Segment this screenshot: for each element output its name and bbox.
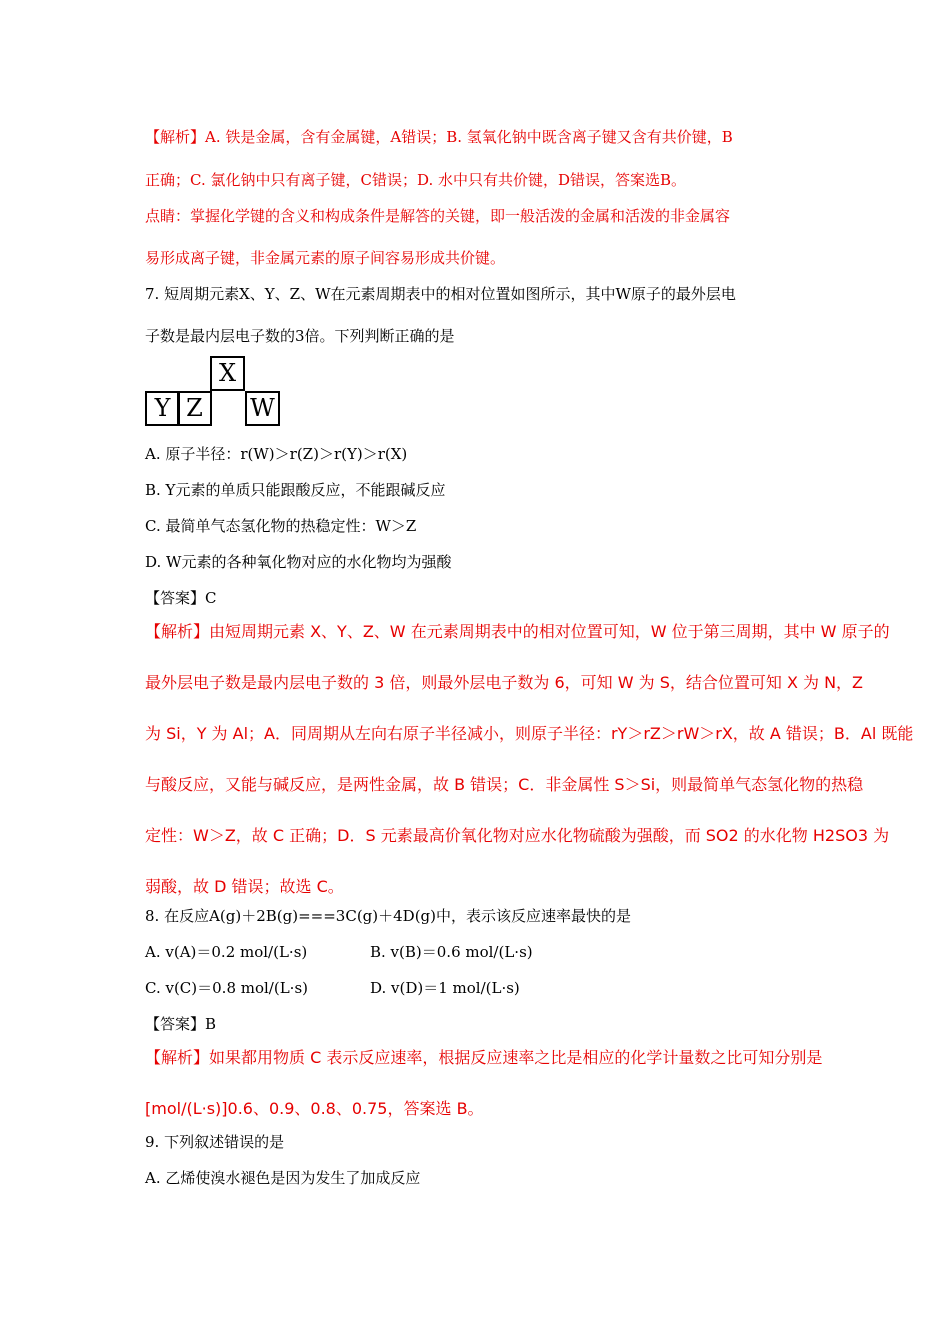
answer-8: 【答案】B xyxy=(145,1015,217,1033)
explanation-7-line-1: 【解析】由短周期元素 X、Y、Z、W 在元素周期表中的相对位置可知，W 位于第三周期，其中 W 原子的 xyxy=(145,622,890,641)
explanation-7-line-3: 为 Si，Y 为 Al；A．同周期从左向右原子半径减小，则原子半径：rY＞rZ＞rW＞rX，故 A 错误；B．Al 既能 xyxy=(145,724,914,743)
question-8-option-d: D. v(D)＝1 mol/(L·s) xyxy=(370,979,520,997)
cell-z: Z xyxy=(177,391,212,426)
question-8-option-b: B. v(B)＝0.6 mol/(L·s) xyxy=(370,943,533,961)
question-8-stem: 8. 在反应A(g)＋2B(g)===3C(g)＋4D(g)中，表示该反应速率最快的是 xyxy=(145,907,632,925)
question-8-option-c: C. v(C)＝0.8 mol/(L·s) xyxy=(145,979,308,997)
question-8-option-a: A. v(A)＝0.2 mol/(L·s) xyxy=(145,943,308,961)
explanation-7-line-5: 定性：W＞Z，故 C 正确；D．S 元素最高价氧化物对应水化物硫酸为强酸，而 SO2 的水化物 H2SO3 为 xyxy=(145,826,890,845)
question-9-option-a: A. 乙烯使溴水褪色是因为发生了加成反应 xyxy=(145,1169,421,1187)
cell-x: X xyxy=(210,356,245,391)
tip-line-1: 点睛：掌握化学键的含义和构成条件是解答的关键，即一般活泼的金属和活泼的非金属容 xyxy=(145,207,731,225)
explanation-8-line-2: [mol/(L·s)]0.6、0.9、0.8、0.75，答案选 B。 xyxy=(145,1099,484,1118)
question-7-option-c: C. 最简单气态氢化物的热稳定性：W＞Z xyxy=(145,517,417,535)
cell-y: Y xyxy=(145,391,180,426)
question-7-option-a: A. 原子半径：r(W)＞r(Z)＞r(Y)＞r(X) xyxy=(145,445,408,463)
explanation-7-line-2: 最外层电子数是最内层电子数的 3 倍，则最外层电子数为 6，可知 W 为 S，结合位置可知 X 为 N，Z xyxy=(145,673,864,692)
question-7-option-b: B. Y元素的单质只能跟酸反应，不能跟碱反应 xyxy=(145,481,446,499)
question-7-option-d: D. W元素的各种氧化物对应的水化物均为强酸 xyxy=(145,553,452,571)
explanation-6-line-1: 【解析】A. 铁是金属，含有金属键，A错误；B. 氢氧化钠中既含离子键又含有共价键，B xyxy=(145,128,733,146)
question-7-stem-1: 7. 短周期元素X、Y、Z、W在元素周期表中的相对位置如图所示，其中W原子的最外层电 xyxy=(145,285,736,303)
explanation-8-line-1: 【解析】如果都用物质 C 表示反应速率，根据反应速率之比是相应的化学计量数之比可知分别是 xyxy=(145,1048,823,1067)
explanation-6-line-2: 正确；C. 氯化钠中只有离子键，C错误；D. 水中只有共价键，D错误，答案选B。 xyxy=(145,171,687,189)
cell-w: W xyxy=(245,391,280,426)
explanation-7-line-6: 弱酸，故 D 错误；故选 C。 xyxy=(145,877,344,896)
question-7-stem-2: 子数是最内层电子数的3倍。下列判断正确的是 xyxy=(145,327,455,345)
tip-line-2: 易形成离子键，非金属元素的原子间容易形成共价键。 xyxy=(145,249,506,267)
question-9-stem: 9. 下列叙述错误的是 xyxy=(145,1133,285,1151)
periodic-table-figure xyxy=(145,356,285,426)
answer-7: 【答案】C xyxy=(145,589,217,607)
explanation-7-line-4: 与酸反应，又能与碱反应，是两性金属，故 B 错误；C．非金属性 S＞Si，则最简单气态氢化物的热稳 xyxy=(145,775,864,794)
